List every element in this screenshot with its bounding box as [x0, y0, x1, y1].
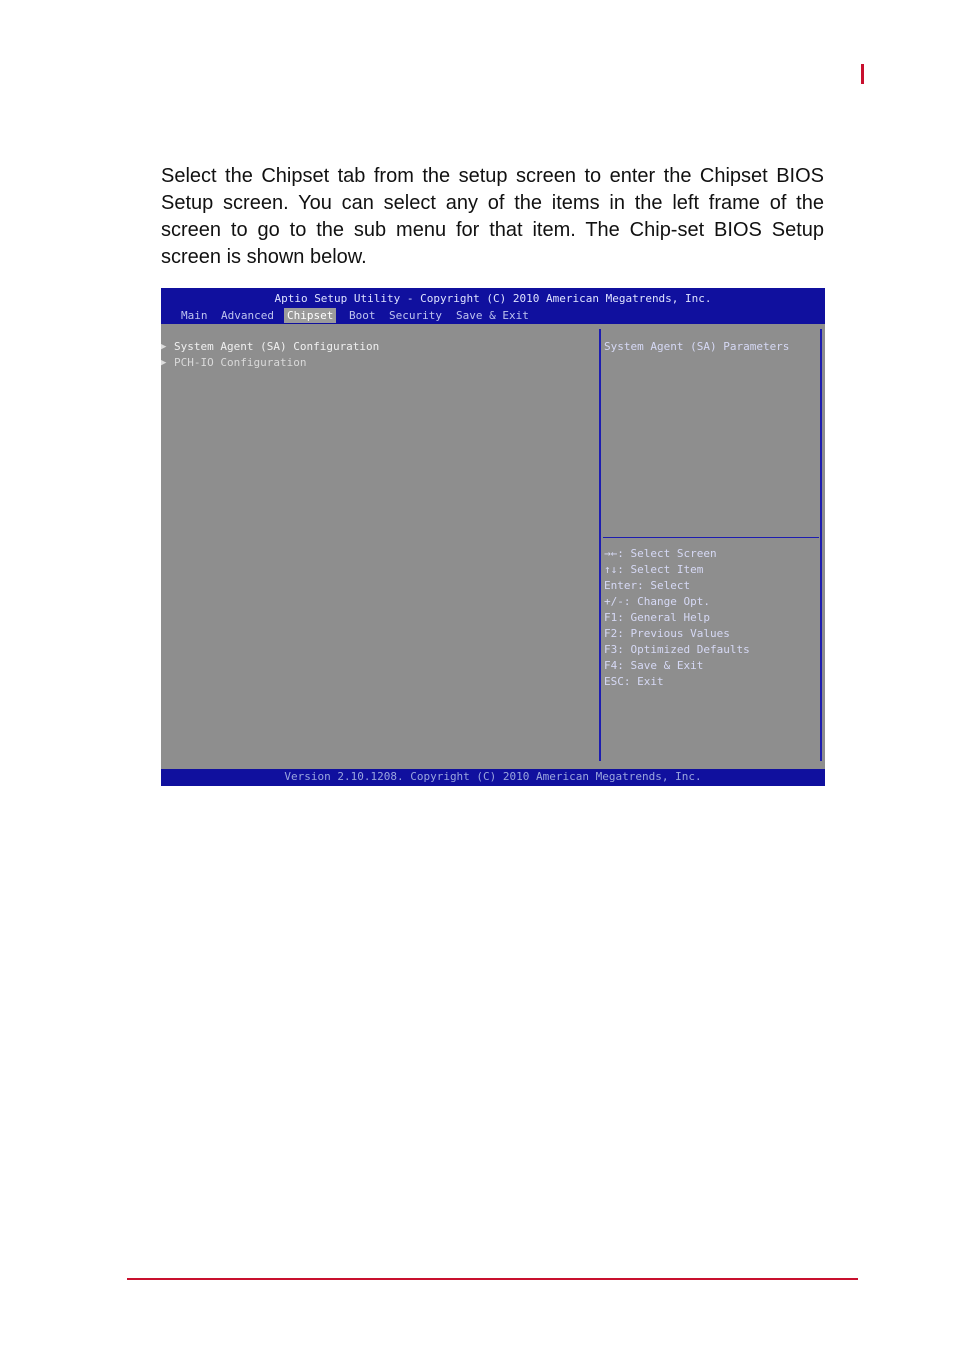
- menu-item-label: System Agent (SA) Configuration: [174, 340, 380, 353]
- menu-item-label: PCH-IO Configuration: [174, 356, 307, 369]
- intro-paragraph: Select the Chipset tab from the setup screen to enter the Chipset BIOS Setup screen. You can select any of the items in the left frame of the screen to go to the sub menu for that item. The Chip-set BIOS Setup screen is shown below.: [161, 165, 824, 268]
- help-pane-border: [820, 329, 822, 761]
- bios-footer-bar: [161, 769, 825, 786]
- tab-advanced[interactable]: Advanced: [221, 309, 274, 322]
- key-change-opt: +/-: Change Opt.: [604, 595, 710, 608]
- submenu-arrow-icon: ▶: [161, 358, 167, 368]
- tab-chipset[interactable]: Chipset: [284, 308, 336, 323]
- bios-header-bar: [161, 288, 825, 324]
- tab-security[interactable]: Security: [389, 309, 442, 322]
- bios-screenshot: [161, 288, 825, 786]
- key-select-screen: →←: Select Screen: [604, 547, 717, 560]
- pane-divider: [599, 329, 601, 761]
- help-description: System Agent (SA) Parameters: [604, 340, 790, 353]
- bios-menu-pane: [161, 324, 599, 760]
- tab-save-exit[interactable]: Save & Exit: [456, 309, 529, 322]
- key-save-exit: F4: Save & Exit: [604, 659, 704, 672]
- key-previous-values: F2: Previous Values: [604, 627, 730, 640]
- submenu-arrow-icon: ▶: [161, 342, 167, 352]
- key-optimized-defaults: F3: Optimized Defaults: [604, 643, 750, 656]
- page-corner-marker: [861, 64, 864, 84]
- key-general-help: F1: General Help: [604, 611, 710, 624]
- help-divider: [603, 537, 819, 538]
- key-enter-select: Enter: Select: [604, 579, 691, 592]
- bios-title: Aptio Setup Utility - Copyright (C) 2010 American Megatrends, Inc.: [274, 292, 712, 305]
- bios-version-footer: Version 2.10.1208. Copyright (C) 2010 American Megatrends, Inc.: [284, 770, 702, 783]
- tab-boot[interactable]: Boot: [349, 309, 376, 322]
- key-select-item: ↑↓: Select Item: [604, 563, 704, 576]
- key-legend: [604, 546, 750, 690]
- footer-rule: [127, 1278, 858, 1280]
- tab-main[interactable]: Main: [181, 309, 208, 322]
- key-esc-exit: ESC: Exit: [604, 675, 664, 688]
